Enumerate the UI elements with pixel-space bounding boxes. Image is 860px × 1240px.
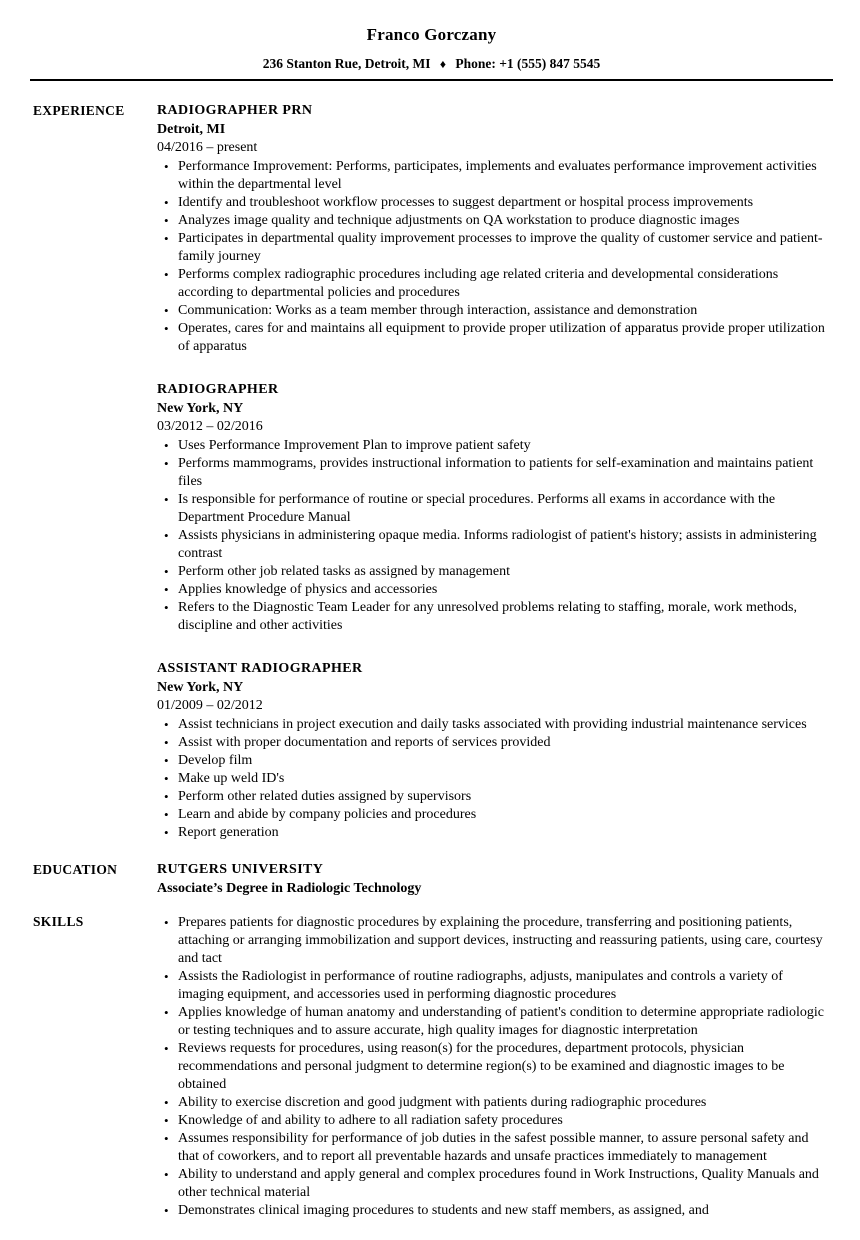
resume-header bbox=[33, 24, 830, 81]
bullet-item: • Identify and troubleshoot workflow processes to suggest department or hospital process improvements bbox=[157, 194, 830, 212]
bullet-item: • Applies knowledge of human anatomy and understanding of patient's condition to determine appropriate radiologic or testing techniques and to assure accurate, high quality images for diagnostic interpretation bbox=[157, 1004, 830, 1040]
diamond-icon: ♦ bbox=[439, 57, 446, 71]
education-degree: Associate’s Degree in Radiologic Technology bbox=[157, 881, 422, 896]
bullet-item: • Is responsible for performance of routine or special procedures. Performs all exams in accordance with the Department Procedure Manual bbox=[157, 491, 830, 527]
bullet-item: • Perform other related duties assigned by supervisors bbox=[157, 788, 830, 806]
bullet-item: • Demonstrates clinical imaging procedures to students and new staff members, as assigned, and bbox=[157, 1202, 830, 1220]
bullet-item: • Assists the Radiologist in performance of routine radiographs, adjusts, manipulates and controls a variety of imaging equipment, and accessories used in performing diagnostic procedures bbox=[157, 968, 830, 1004]
bullet-item: • Assumes responsibility for performance of job duties in the safest possible manner, to assure personal safety and that of coworkers, and to report all preventable hazards and unsafe practices immediately to management bbox=[157, 1130, 830, 1166]
bullet-item: • Ability to understand and apply general and complex procedures found in Work Instructions, Quality Manuals and other technical material bbox=[157, 1166, 830, 1202]
experience-content bbox=[157, 101, 830, 842]
resume-body bbox=[33, 101, 830, 1220]
bullet-item: • Learn and abide by company policies and procedures bbox=[157, 806, 830, 824]
bullet-item: • Operates, cares for and maintains all equipment to provide proper utilization of apparatus provide proper utilization of apparatus bbox=[157, 320, 830, 356]
bullet-item: • Performance Improvement: Performs, participates, implements and evaluates performance improvement activities within the departmental level bbox=[157, 158, 830, 194]
bullet-item: • Reviews requests for procedures, using reason(s) for the procedures, department protocols, physician recommendations and personal judgment to determine region(s) to be examined and diagnostic images to be obtained bbox=[157, 1040, 830, 1094]
job-entry-radiographer bbox=[157, 380, 830, 635]
bullet-item: • Assists physicians in administering opaque media. Informs radiologist of patient's history; assists in administering contrast bbox=[157, 527, 830, 563]
contact-phone: Phone: +1 (555) 847 5545 bbox=[455, 56, 601, 71]
job-dates: 01/2009 – 02/2012 bbox=[157, 698, 263, 713]
section-label-skills: SKILLS bbox=[33, 914, 84, 929]
bullet-item: • Participates in departmental quality improvement processes to improve the quality of customer service and patient-family journey bbox=[157, 230, 830, 266]
bullet-item: • Prepares patients for diagnostic procedures by explaining the procedure, transferring and positioning patients, attaching or arranging immobilization and support devices, instructing and reassuring patients, using care, courtesy and tact bbox=[157, 914, 830, 968]
skills-section bbox=[33, 912, 830, 1220]
header-divider bbox=[30, 79, 833, 81]
education-content bbox=[157, 860, 830, 898]
skills-content bbox=[157, 912, 830, 1220]
job-title: RADIOGRAPHER PRN bbox=[157, 103, 313, 118]
bullet-item: • Communication: Works as a team member through interaction, assistance and demonstration bbox=[157, 302, 830, 320]
bullet-item: • Ability to exercise discretion and good judgment with patients during radiographic procedures bbox=[157, 1094, 830, 1112]
bullet-item: • Make up weld ID's bbox=[157, 770, 830, 788]
contact-address: 236 Stanton Rue, Detroit, MI bbox=[262, 56, 431, 71]
bullet-item: • Analyzes image quality and technique adjustments on QA workstation to produce diagnostic images bbox=[157, 212, 830, 230]
bullet-item: • Applies knowledge of physics and accessories bbox=[157, 581, 830, 599]
bullet-item: • Performs mammograms, provides instructional information to patients for self-examination and maintains patient files bbox=[157, 455, 830, 491]
bullet-item: • Uses Performance Improvement Plan to improve patient safety bbox=[157, 437, 830, 455]
bullet-item: • Assist with proper documentation and reports of services provided bbox=[157, 734, 830, 752]
job-location: New York, NY bbox=[157, 680, 244, 695]
bullet-item: • Performs complex radiographic procedures including age related criteria and developmental considerations according to departmental policies and procedures bbox=[157, 266, 830, 302]
bullet-item: • Develop film bbox=[157, 752, 830, 770]
job-title: ASSISTANT RADIOGRAPHER bbox=[157, 661, 363, 676]
experience-section bbox=[33, 101, 830, 842]
job-location: New York, NY bbox=[157, 401, 244, 416]
job-entry-radiographer-prn bbox=[157, 101, 830, 356]
education-section bbox=[33, 860, 830, 898]
job-title: RADIOGRAPHER bbox=[157, 382, 279, 397]
bullet-item: • Knowledge of and ability to adhere to all radiation safety procedures bbox=[157, 1112, 830, 1130]
job-dates: 03/2012 – 02/2016 bbox=[157, 419, 263, 434]
skills-bullet-list bbox=[157, 914, 830, 1220]
job-bullet-list bbox=[157, 716, 830, 842]
job-entry-assistant-radiographer bbox=[157, 659, 830, 842]
person-name: Franco Gorczany bbox=[366, 25, 497, 44]
bullet-item: • Perform other job related tasks as assigned by management bbox=[157, 563, 830, 581]
bullet-item: • Refers to the Diagnostic Team Leader for any unresolved problems relating to staffing, morale, work methods, discipline and other activities bbox=[157, 599, 830, 635]
education-school: RUTGERS UNIVERSITY bbox=[157, 862, 324, 877]
section-label-education: EDUCATION bbox=[33, 862, 118, 877]
job-location: Detroit, MI bbox=[157, 122, 226, 137]
bullet-item: • Assist technicians in project execution and daily tasks associated with providing industrial maintenance services bbox=[157, 716, 830, 734]
job-bullet-list bbox=[157, 158, 830, 356]
job-bullet-list bbox=[157, 437, 830, 635]
job-dates: 04/2016 – present bbox=[157, 140, 258, 155]
contact-line bbox=[33, 55, 830, 73]
section-label-experience: EXPERIENCE bbox=[33, 103, 125, 118]
bullet-item: • Report generation bbox=[157, 824, 830, 842]
